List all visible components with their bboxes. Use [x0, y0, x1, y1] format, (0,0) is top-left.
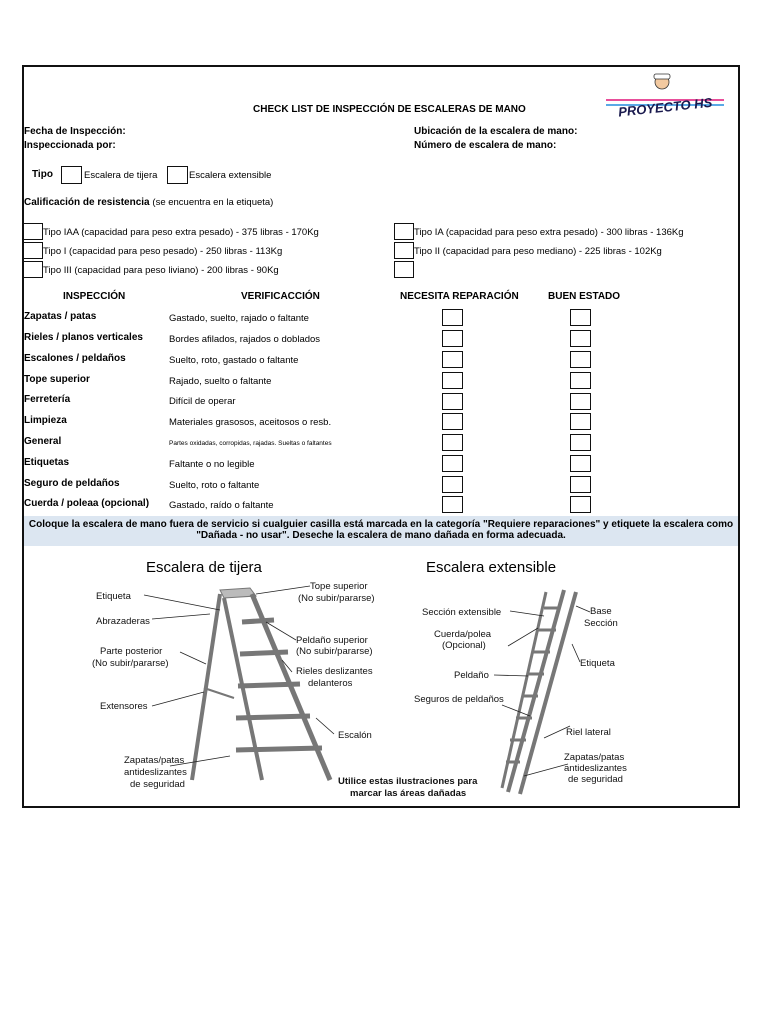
tijera-labels — [92, 581, 375, 790]
row-check: Materiales grasosos, aceitosos o resb. — [169, 417, 332, 428]
logo-graphic — [602, 72, 728, 120]
label-antideslizantes-ext: antideslizantes — [564, 763, 627, 774]
tipo-i-checkbox[interactable] — [23, 242, 43, 259]
label-seguridad: de seguridad — [130, 779, 185, 790]
label-cuerda-sub: (Opcional) — [442, 640, 486, 651]
tipo-extensible-checkbox[interactable] — [167, 166, 188, 184]
tipo-tijera-checkbox[interactable] — [61, 166, 82, 184]
ladder-illustration — [24, 548, 738, 806]
label-extensores: Extensores — [100, 701, 148, 712]
label-etiqueta-ext: Etiqueta — [580, 658, 615, 669]
tipo-iii-checkbox[interactable] — [23, 261, 43, 278]
label-cuerda: Cuerda/polea — [434, 629, 492, 640]
row-check: Rajado, suelto o faltante — [169, 376, 272, 387]
footer-line-2: marcar las áreas dañadas — [350, 788, 467, 799]
row-item: Seguro de peldaños — [24, 478, 120, 489]
label-seguros: Seguros de peldaños — [414, 694, 504, 705]
tipo-iii-label: Tipo III (capacidad para peso liviano) - 200 libras - 90Kg — [43, 265, 279, 276]
reparacion-checkbox[interactable] — [442, 393, 463, 410]
calificacion-note: (se encuentra en la etiqueta) — [152, 197, 274, 208]
calificacion-heading — [24, 197, 273, 208]
col-buen-estado: BUEN ESTADO — [548, 291, 621, 302]
label-zapatas: Zapatas/patas — [124, 755, 185, 766]
col-inspeccion: INSPECCIÓN — [63, 291, 126, 302]
buen-estado-checkbox[interactable] — [570, 372, 591, 389]
tipo-iaa-checkbox[interactable] — [23, 223, 43, 240]
tipo-ia-label: Tipo IA (capacidad para peso extra pesado) - 300 libras - 136Kg — [414, 227, 684, 238]
label-tope: Tope superior — [310, 581, 368, 592]
row-check: Faltante o no legible — [169, 459, 255, 470]
row-check: Bordes afilados, rajados o doblados — [169, 334, 321, 345]
reparacion-checkbox[interactable] — [442, 413, 463, 430]
reparacion-checkbox[interactable] — [442, 351, 463, 368]
label-peldano-superior-sub: (No subir/pararse) — [296, 646, 373, 657]
row-check: Gastado, raído o faltante — [169, 500, 274, 511]
col-verificacion: VERIFICACCIÓN — [241, 291, 320, 302]
col-reparacion: NECESITA REPARACIÓN — [400, 291, 519, 302]
buen-estado-checkbox[interactable] — [570, 351, 591, 368]
label-tope-sub: (No subir/pararse) — [298, 593, 375, 604]
reparacion-checkbox[interactable] — [442, 372, 463, 389]
label-rieles-sub: delanteros — [308, 678, 353, 689]
tipo-ia-checkbox[interactable] — [394, 223, 414, 240]
label-peldano-superior: Peldaño superior — [296, 635, 368, 646]
row-check: Partes oxidadas, corropidas, rajadas. Sueltas o faltantes — [169, 440, 332, 447]
tipo-extensible-label: Escalera extensible — [189, 170, 272, 181]
buen-estado-checkbox[interactable] — [570, 309, 591, 326]
label-etiqueta: Etiqueta — [96, 591, 131, 602]
reparacion-checkbox[interactable] — [442, 496, 463, 513]
row-check: Suelto, roto o faltante — [169, 480, 260, 491]
buen-estado-checkbox[interactable] — [570, 434, 591, 451]
tipo-i-label: Tipo I (capacidad para peso pesado) - 250 libras - 113Kg — [43, 246, 283, 257]
reparacion-checkbox[interactable] — [442, 309, 463, 326]
numero-label: Número de escalera de mano: — [414, 140, 557, 151]
row-item: Zapatas / patas — [24, 311, 97, 322]
label-seccion-extensible: Sección extensible — [422, 607, 502, 618]
tijera-title: Escalera de tijera — [146, 559, 262, 576]
label-parte-posterior-sub: (No subir/pararse) — [92, 658, 169, 669]
row-item: Tope superior — [24, 374, 90, 385]
tipo-extra-checkbox[interactable] — [394, 261, 414, 278]
row-item: Cuerda / poleaa (opcional) — [24, 498, 150, 509]
reparacion-checkbox[interactable] — [442, 455, 463, 472]
row-check: Gastado, suelto, rajado o faltante — [169, 313, 309, 324]
calificacion-label: Calificación de resistencia — [24, 197, 150, 208]
buen-estado-checkbox[interactable] — [570, 413, 591, 430]
logo-text: PROYECTO HS — [617, 94, 713, 120]
buen-estado-checkbox[interactable] — [570, 455, 591, 472]
illustration-footer — [338, 776, 478, 799]
label-escalon: Escalón — [338, 730, 372, 741]
reparacion-checkbox[interactable] — [442, 330, 463, 347]
row-item: Etiquetas — [24, 457, 70, 468]
tipo-ii-label: Tipo II (capacidad para peso mediano) - 225 libras - 102Kg — [414, 246, 662, 257]
tipo-label: Tipo — [32, 169, 53, 180]
label-abrazaderas: Abrazaderas — [96, 616, 150, 627]
label-seguridad-ext: de seguridad — [568, 774, 623, 785]
buen-estado-checkbox[interactable] — [570, 393, 591, 410]
label-zapatas-ext: Zapatas/patas — [564, 752, 625, 763]
reparacion-checkbox[interactable] — [442, 476, 463, 493]
logo — [602, 72, 728, 120]
buen-estado-checkbox[interactable] — [570, 496, 591, 513]
extensible-title: Escalera extensible — [426, 559, 557, 576]
leader-lines — [144, 586, 590, 776]
label-peldano: Peldaño — [454, 670, 489, 681]
label-antideslizantes: antideslizantes — [124, 767, 187, 778]
inspeccionada-label: Inspeccionada por: — [24, 140, 116, 151]
label-riel-lateral: Riel lateral — [566, 727, 611, 738]
label-parte-posterior: Parte posterior — [100, 646, 163, 657]
row-item: General — [24, 436, 62, 447]
label-base: Base — [590, 606, 612, 617]
reparacion-checkbox[interactable] — [442, 434, 463, 451]
notice-banner: Coloque la escalera de mano fuera de servicio si cualguier casilla está marcada en la categoría "Requiere reparaciones" y etiquete la escalera como "Dañada - no usar". Deseche la escalera de mano dañada en forma adecuada. — [24, 516, 738, 546]
row-item: Limpieza — [24, 415, 67, 426]
tipo-ii-checkbox[interactable] — [394, 242, 414, 259]
label-seccion: Sección — [584, 618, 618, 629]
extensible-labels — [414, 606, 627, 785]
ubicacion-label: Ubicación de la escalera de mano: — [414, 126, 578, 137]
footer-line-1: Utilice estas ilustraciones para — [338, 776, 478, 787]
row-item: Escalones / peldaños — [24, 353, 126, 364]
fecha-label: Fecha de Inspección: — [24, 126, 126, 137]
label-rieles: Rieles deslizantes — [296, 666, 373, 677]
row-check: Difícil de operar — [169, 396, 236, 407]
buen-estado-checkbox[interactable] — [570, 476, 591, 493]
buen-estado-checkbox[interactable] — [570, 330, 591, 347]
page-title: CHECK LIST DE INSPECCIÓN DE ESCALERAS DE MANO — [253, 104, 526, 115]
row-item: Ferretería — [24, 394, 71, 405]
tipo-iaa-label: Tipo IAA (capacidad para peso extra pesado) - 375 libras - 170Kg — [43, 227, 319, 238]
row-check: Suelto, roto, gastado o faltante — [169, 355, 299, 366]
row-item: Rieles / planos verticales — [24, 332, 143, 343]
tipo-tijera-label: Escalera de tijera — [84, 170, 158, 181]
